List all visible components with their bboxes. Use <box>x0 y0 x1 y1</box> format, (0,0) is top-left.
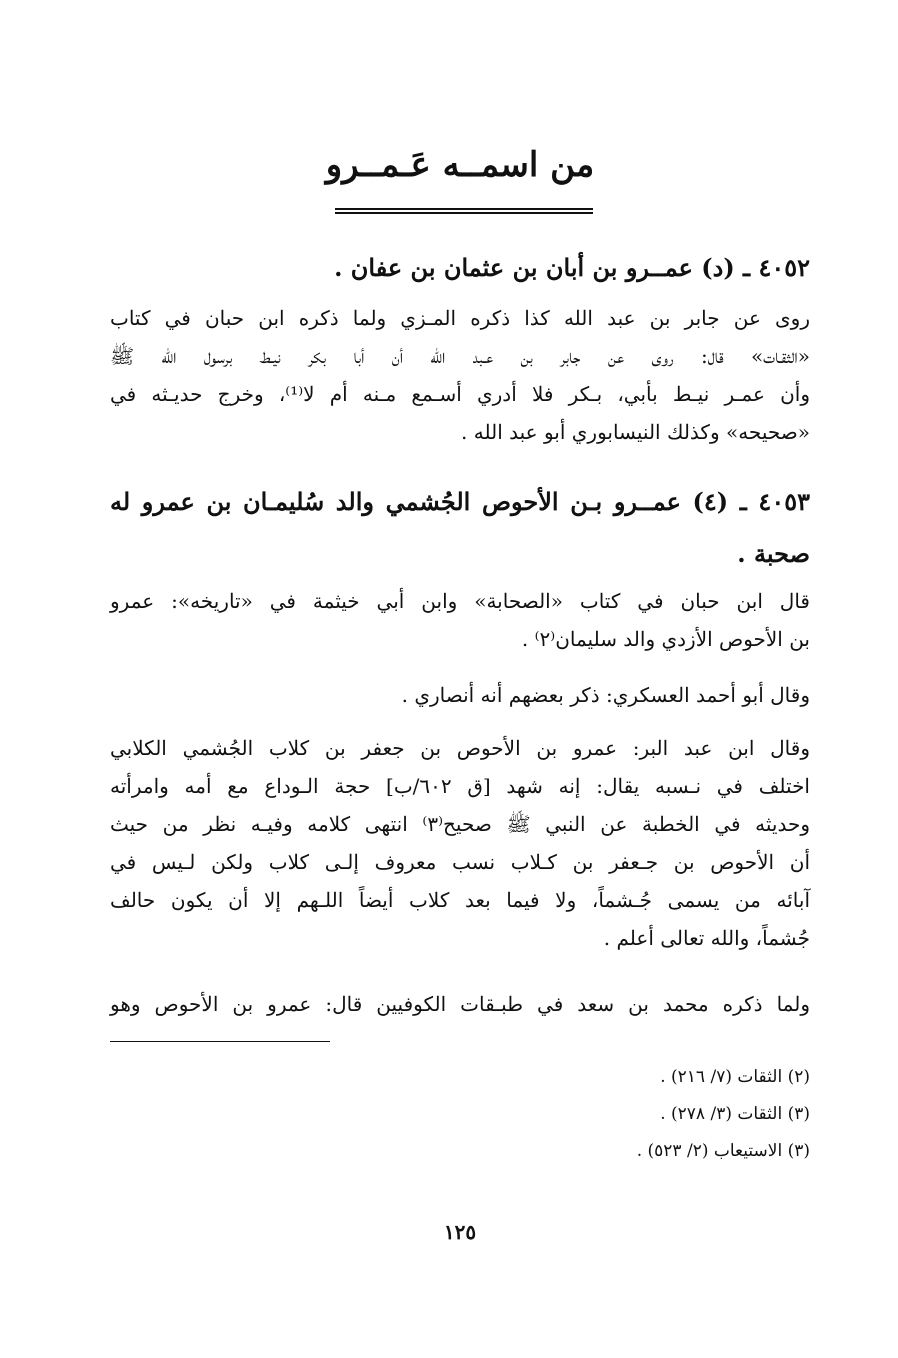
footnote-separator <box>110 1041 330 1042</box>
footnote: (٣) الاستيعاب (٢/ ٥٢٣) . <box>636 1141 810 1161</box>
entry-4053-paragraph-3 <box>110 729 810 957</box>
text-line: وحديثه في الخطبة عن النبي ﷺ صحيح⁽٣⁾ انتهى كلامه وفيـه نظر من حيث <box>110 812 811 836</box>
text-line: ولما ذكره محمد بن سعد في طبـقات الكوفيين قال: عمرو بن الأحوص وهو <box>110 992 810 1016</box>
entry-4053-paragraph-2 <box>110 676 810 714</box>
text-line: أن الأحوص بن جـعفر بن كـلاب نسب معروف إلـى كلاب ولكن لـيس في <box>110 850 810 874</box>
heading-line: ٤٠٥٣ ـ (٤) عمــرو بـن الأحوص الجُشمي والد سُليمـان بن عمرو له <box>110 487 810 516</box>
entry-4052-paragraph <box>110 299 810 451</box>
entry-heading-4053 <box>110 476 810 580</box>
text-line: روى عن جابر بن عبد الله كذا ذكره المـزي ولما ذكره ابن حبان في كتاب <box>110 306 810 330</box>
heading-line: صحبة . <box>737 539 810 568</box>
footnote: (٢) الثقات (٧/ ٢١٦) . <box>660 1067 810 1087</box>
entry-4053-paragraph-1 <box>110 582 810 658</box>
text-line: جُشماً، والله تعالى أعلم . <box>603 926 810 950</box>
text-line: وقال ابن عبد البر: عمرو بن الأحوص بن جعفر بن كلاب الجُشمي الكلابي <box>110 736 810 760</box>
text-line: «الثقـات» قال: روى عن جابر بن عـبد الله أن أبا بكر نيـط برسول الله ﷺ <box>110 344 810 368</box>
text-line: «صحيحه» وكذلك النيسابوري أبو عبد الله . <box>461 420 810 444</box>
page-number: ١٢٥ <box>443 1220 477 1244</box>
footnote: (٣) الثقات (٣/ ٢٧٨) . <box>660 1104 810 1124</box>
section-title: من اسمــه عَـمــرو <box>325 145 595 185</box>
text-line: وأن عمـر نيـط بأبي، بـكر فلا أدري أسـمع مـنه أم لا⁽¹⁾، وخرج حديـثه في <box>110 382 810 406</box>
text-line: قال ابن حبان في كتاب «الصحابة» وابن أبي خيثمة في «تاريخه»: عمرو <box>110 589 810 613</box>
entry-heading-4052: ٤٠٥٢ ـ (د) عمــرو بن أبان بن عثمان بن عفان . <box>334 253 810 282</box>
entry-4053-paragraph-4 <box>110 985 810 1023</box>
title-underline <box>335 208 593 214</box>
text-line: اختلف في نـسبه يقال: إنه شهد [ق ٦٠٢/ب] حجة الـوداع مع أمه وامرأته <box>110 774 810 798</box>
text-line: آبائه من يسمى جُـشماً، ولا فيما بعد كلاب أيضاً اللـهم إلا أن يكون حالف <box>110 888 810 912</box>
text-line: بن الأحوص الأزدي والد سليمان⁽٢⁾ . <box>521 627 810 651</box>
text-line: وقال أبو أحمد العسكري: ذكر بعضهم أنه أنصاري . <box>401 683 810 707</box>
book-page <box>110 0 810 1358</box>
